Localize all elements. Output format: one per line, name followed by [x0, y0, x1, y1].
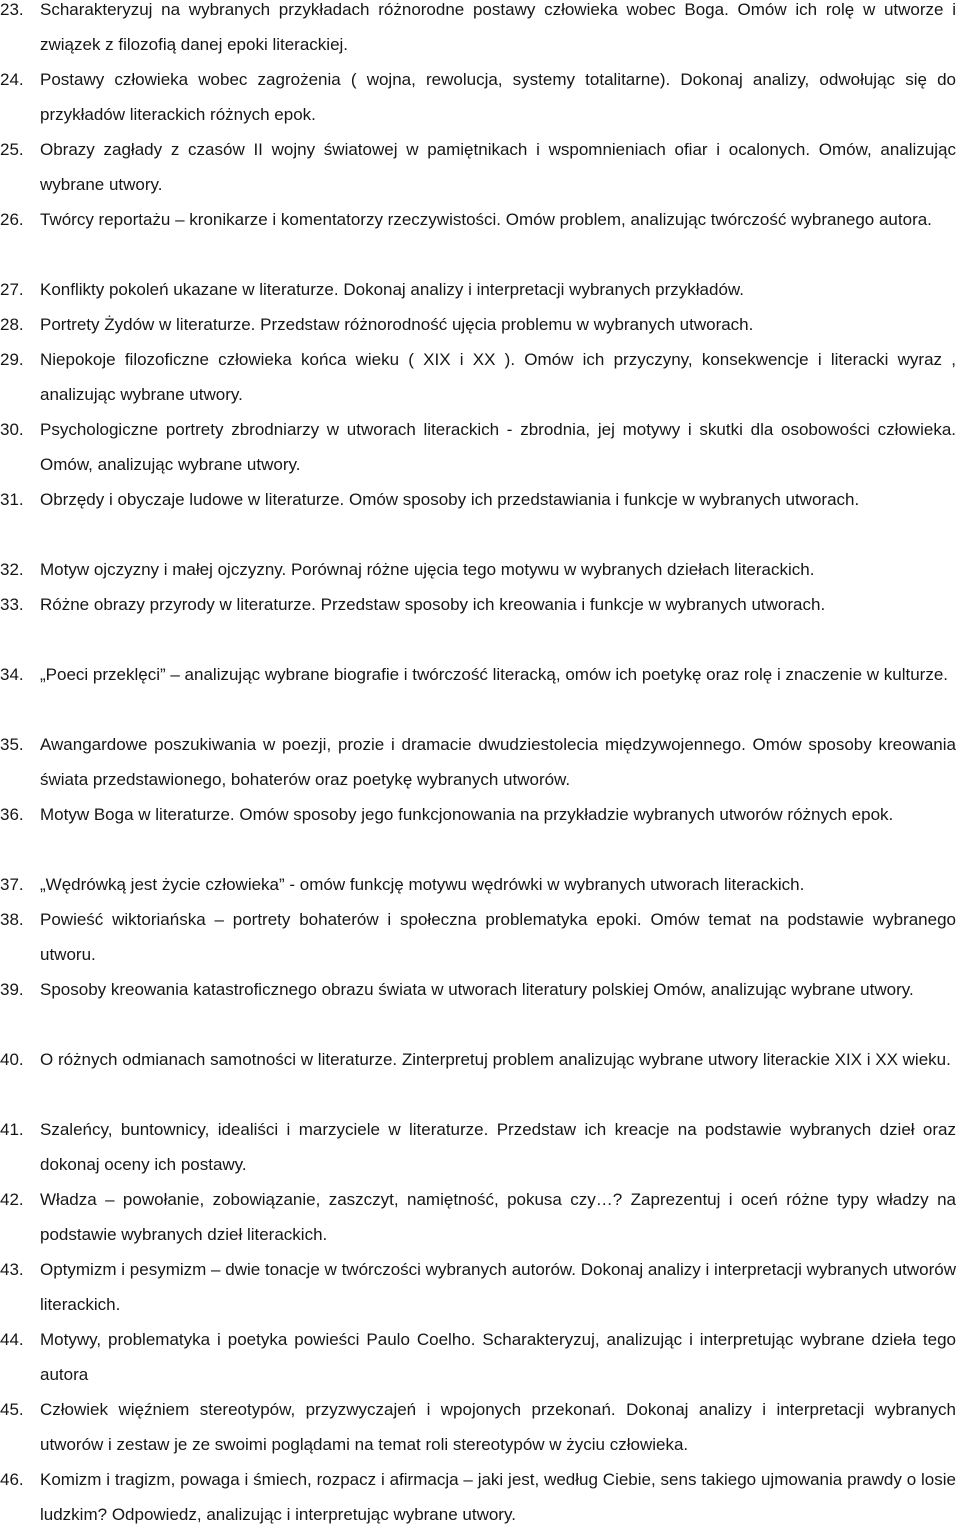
topic-instruction: Omów, analizując wybrane utwory. — [648, 980, 914, 999]
topic-number: 46. — [0, 1470, 24, 1489]
topic-instruction: Omów, analizując wybrane utwory. — [40, 455, 301, 474]
topic-number: 26. — [0, 210, 24, 229]
topic-number: 34. — [0, 665, 24, 684]
topic-instruction: Dokonaj analizy i interpretacji wybranych utworów i zestaw je ze swoimi poglądami na temat roli stereotypów w życiu człowieka. — [40, 1400, 957, 1454]
topic-item — [0, 272, 956, 307]
topic-instruction: Scharakteryzuj, analizując i interpretując wybrane dzieła tego autora — [40, 1330, 956, 1384]
topic-item — [0, 62, 956, 132]
topic-instruction: Porównaj różne ujęcia tego motywu w wybranych dziełach literackich. — [286, 560, 815, 579]
topic-number: 31. — [0, 490, 24, 509]
topic-instruction: Omów temat na podstawie wybranego utworu. — [40, 910, 956, 964]
topic-item — [0, 1392, 956, 1462]
topic-item — [0, 1112, 956, 1182]
topic-text — [40, 797, 956, 832]
topic-instruction: Omów, analizując wybrane utwory. — [40, 140, 957, 194]
topic-text — [40, 307, 956, 342]
topic-text — [40, 867, 956, 902]
topic-text — [40, 552, 956, 587]
topic-number: 41. — [0, 1120, 24, 1139]
topic-title: Sposoby kreowania katastroficznego obrazu świata w utworach literatury polskiej — [40, 980, 649, 999]
topic-number: 30. — [0, 420, 24, 439]
topic-instruction: Omów sposoby ich przedstawiania i funkcje w wybranych utworach. — [344, 490, 860, 509]
topic-number: 24. — [0, 70, 24, 89]
topic-instruction: Omów ich rolę w utworze i związek z filozofią danej epoki literackiej. — [40, 0, 956, 54]
topic-item — [0, 797, 956, 867]
topic-text — [40, 727, 956, 797]
topic-item — [0, 342, 956, 412]
topic-text — [40, 202, 956, 237]
topic-text — [40, 1042, 956, 1077]
topic-item — [0, 972, 956, 1042]
topic-title: Powieść wiktoriańska – portrety bohaterów i społeczna problematyka epoki. — [40, 910, 642, 929]
topic-number: 25. — [0, 140, 24, 159]
topic-title: Scharakteryzuj na wybranych przykładach różnorodne postawy człowieka wobec Boga. — [40, 0, 729, 19]
topic-item — [0, 0, 956, 62]
topic-number: 23. — [0, 0, 24, 19]
topic-title: „Poeci przeklęci” – analizując wybrane biografie i twórczość literacką, omów ich poetykę oraz rolę i znaczenie w kulturze. — [40, 665, 949, 684]
topic-text — [40, 1462, 956, 1532]
topic-number: 37. — [0, 875, 24, 894]
topic-text — [40, 62, 956, 132]
topic-number: 44. — [0, 1330, 24, 1349]
topic-number: 38. — [0, 910, 24, 929]
topic-item — [0, 1252, 956, 1322]
topic-number: 42. — [0, 1190, 24, 1209]
topic-item — [0, 202, 956, 272]
topic-instruction: Zinterpretuj problem analizując wybrane utwory literackie XIX i XX wieku. — [397, 1050, 951, 1069]
topic-title: Władza – powołanie, zobowiązanie, zaszczyt, namiętność, pokusa czy…? — [40, 1190, 623, 1209]
topic-number: 35. — [0, 735, 24, 754]
topic-number: 27. — [0, 280, 24, 299]
topic-number: 32. — [0, 560, 24, 579]
topic-instruction: Przedstaw ich kreacje na podstawie wybranych dzieł oraz dokonaj oceny ich postawy. — [40, 1120, 956, 1174]
topic-text — [40, 272, 956, 307]
topic-item — [0, 657, 956, 727]
topic-instruction: Dokonaj analizy, odwołując się do przykładów literackich różnych epok. — [40, 70, 956, 124]
topic-instruction: Omów sposoby jego funkcjonowania na przykładzie wybranych utworów różnych epok. — [234, 805, 894, 824]
topic-number: 36. — [0, 805, 24, 824]
topic-item — [0, 727, 956, 797]
topic-title: Obrazy zagłady z czasów II wojny światowej w pamiętnikach i wspomnieniach ofiar i ocalonych. — [40, 140, 811, 159]
topic-text — [40, 1252, 956, 1322]
topic-item — [0, 1462, 956, 1532]
topic-instruction: Zaprezentuj i oceń różne typy władzy na podstawie wybranych dzieł literackich. — [40, 1190, 956, 1244]
topic-item — [0, 482, 956, 552]
topic-item — [0, 867, 956, 902]
topic-text — [40, 1182, 956, 1252]
topic-title: Motyw Boga w literaturze. — [40, 805, 235, 824]
topic-item — [0, 307, 956, 342]
topic-item — [0, 902, 956, 972]
topic-instruction: Odpowiedz, analizując i interpretując wybrane utwory. — [107, 1505, 516, 1524]
topic-text — [40, 482, 956, 517]
topic-instruction: Dokonaj analizy i interpretacji wybranych przykładów. — [338, 280, 744, 299]
topic-item — [0, 412, 956, 482]
topic-item — [0, 1322, 956, 1392]
topic-title: Postawy człowieka wobec zagrożenia ( wojna, rewolucja, systemy totalitarne). — [40, 70, 671, 89]
topic-text — [40, 587, 956, 622]
topic-text — [40, 342, 956, 412]
topic-title: Człowiek więźniem stereotypów, przyzwyczajeń i wpojonych przekonań. — [40, 1400, 616, 1419]
topic-item — [0, 587, 956, 657]
topic-title: Portrety Żydów w literaturze. — [40, 315, 256, 334]
topic-title: Awangardowe poszukiwania w poezji, prozie i dramacie dwudziestolecia międzywojennego. — [40, 735, 746, 754]
topic-instruction: Omów sposoby kreowania świata przedstawionego, bohaterów oraz poetykę wybranych utworów. — [40, 735, 956, 789]
topic-title: Różne obrazy przyrody w literaturze. — [40, 595, 316, 614]
topic-item — [0, 552, 956, 587]
topic-text — [40, 657, 956, 692]
topic-instruction: Przedstaw sposoby ich kreowania i funkcje w wybranych utworach. — [315, 595, 826, 614]
topic-number: 33. — [0, 595, 24, 614]
topic-item — [0, 1182, 956, 1252]
topic-text — [40, 972, 956, 1007]
topic-title: Obrzędy i obyczaje ludowe w literaturze. — [40, 490, 345, 509]
topic-title: Optymizm i pesymizm – dwie tonacje w twórczości wybranych autorów. — [40, 1260, 576, 1279]
topic-text — [40, 412, 956, 482]
topic-title: Komizm i tragizm, powaga i śmiech, rozpacz i afirmacja – jaki jest, według Ciebie, sens takiego ujmowania prawdy o losie ludzkim? — [40, 1470, 956, 1524]
topic-title: Motyw ojczyzny i małej ojczyzny. — [40, 560, 287, 579]
topic-instruction: Omów ich przyczyny, konsekwencje i literacki wyraz , analizując wybrane utwory. — [40, 350, 956, 404]
topic-text — [40, 1392, 956, 1462]
topic-number: 39. — [0, 980, 24, 999]
topic-title: „Wędrówką jest życie człowieka” - omów funkcję motywu wędrówki w wybranych utworach literackich. — [40, 875, 805, 894]
topic-text — [40, 1112, 956, 1182]
topic-text — [40, 1322, 956, 1392]
topic-number: 45. — [0, 1400, 24, 1419]
topic-item — [0, 132, 956, 202]
topic-text — [40, 132, 956, 202]
topic-title: Motywy, problematyka i poetyka powieści Paulo Coelho. — [40, 1330, 476, 1349]
topic-number: 40. — [0, 1050, 24, 1069]
topic-text — [40, 0, 956, 62]
topic-text — [40, 902, 956, 972]
topic-number: 43. — [0, 1260, 24, 1279]
topic-title: Konflikty pokoleń ukazane w literaturze. — [40, 280, 339, 299]
topic-title: O różnych odmianach samotności w literaturze. — [40, 1050, 398, 1069]
topic-item — [0, 1042, 956, 1112]
topic-title: Psychologiczne portrety zbrodniarzy w utworach literackich - zbrodnia, jej motywy i skutki dla osobowości człowieka. — [40, 420, 956, 439]
topic-instruction: Przedstaw różnorodność ujęcia problemu w wybranych utworach. — [255, 315, 754, 334]
topic-title: Szaleńcy, buntownicy, idealiści i marzyciele w literaturze. — [40, 1120, 489, 1139]
topic-number: 29. — [0, 350, 24, 369]
topic-title: Niepokoje filozoficzne człowieka końca wieku ( XIX i XX ). — [40, 350, 516, 369]
topic-instruction: Omów problem, analizując twórczość wybranego autora. — [501, 210, 932, 229]
topic-title: Twórcy reportażu – kronikarze i komentatorzy rzeczywistości. — [40, 210, 502, 229]
topic-instruction: Dokonaj analizy i interpretacji wybranych utworów literackich. — [40, 1260, 956, 1314]
topic-number: 28. — [0, 315, 24, 334]
